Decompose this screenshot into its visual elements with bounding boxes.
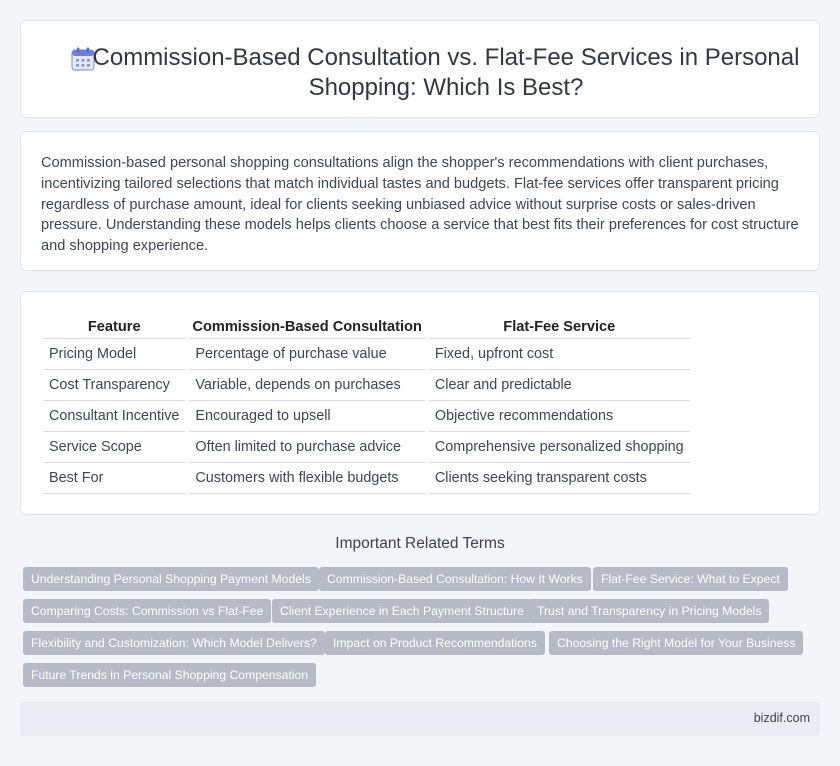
- related-term-tag[interactable]: Commission-Based Consultation: How It Works: [319, 567, 591, 591]
- table-cell: Cost Transparency: [43, 369, 185, 400]
- related-term-tag[interactable]: Flexibility and Customization: Which Model Delivers?: [23, 631, 325, 655]
- table-header-row: [43, 316, 690, 338]
- comparison-card: [20, 291, 820, 515]
- intro-paragraph: Commission-based personal shopping consultations align the shopper's recommendations with client purchases, incentivizing tailored selections that match individual tastes and budgets. Flat-fee services offer transparent pricing regardless of purchase amount, ideal for clients seeking unbiased advice without surprise costs or sales-driven pressure. Understanding these models helps clients choose a service that best fits their preferences for cost structure and shopping experience.: [41, 155, 799, 255]
- table-row: [43, 462, 690, 493]
- related-term-tag[interactable]: Understanding Personal Shopping Payment Models: [23, 567, 319, 591]
- table-cell: Percentage of purchase value: [189, 338, 424, 369]
- table-cell: Pricing Model: [43, 338, 185, 369]
- footer-brand[interactable]: bizdif.com: [753, 711, 810, 725]
- table-row: [43, 338, 690, 369]
- table-cell: Consultant Incentive: [43, 400, 185, 431]
- related-term-tag[interactable]: Choosing the Right Model for Your Business: [549, 631, 803, 655]
- column-header-commission: Commission-Based Consultation: [189, 316, 424, 338]
- table-cell: Variable, depends on purchases: [189, 369, 424, 400]
- intro-card: [20, 131, 820, 271]
- related-term-tag[interactable]: Future Trends in Personal Shopping Compensation: [23, 663, 316, 687]
- table-cell: Clients seeking transparent costs: [429, 462, 690, 493]
- related-term-tag[interactable]: Flat-Fee Service: What to Expect: [593, 567, 788, 591]
- table-cell: Fixed, upfront cost: [429, 338, 690, 369]
- table-cell: Encouraged to upsell: [189, 400, 424, 431]
- table-cell: Best For: [43, 462, 185, 493]
- page-title: Commission-Based Consultation vs. Flat-Fee Services in Personal Shopping: Which Is Best?: [92, 44, 800, 101]
- related-term-tag[interactable]: Trust and Transparency in Pricing Models: [529, 599, 769, 623]
- comparison-table: [43, 316, 690, 494]
- related-terms-title: Important Related Terms: [335, 535, 505, 552]
- table-cell: Customers with flexible budgets: [189, 462, 424, 493]
- related-term-tag[interactable]: Impact on Product Recommendations: [325, 631, 545, 655]
- table-cell: Comprehensive personalized shopping: [429, 431, 690, 462]
- table-row: [43, 369, 690, 400]
- footer: [20, 702, 820, 736]
- table-cell: Often limited to purchase advice: [189, 431, 424, 462]
- related-term-tag[interactable]: Comparing Costs: Commission vs Flat-Fee: [23, 599, 271, 623]
- table-cell: Service Scope: [43, 431, 185, 462]
- table-cell: Objective recommendations: [429, 400, 690, 431]
- header-card: [20, 20, 820, 118]
- table-row: [43, 431, 690, 462]
- column-header-feature: Feature: [43, 316, 185, 338]
- column-header-flat-fee: Flat-Fee Service: [429, 316, 690, 338]
- table-cell: Clear and predictable: [429, 369, 690, 400]
- related-term-tag[interactable]: Client Experience in Each Payment Structure: [272, 599, 532, 623]
- table-row: [43, 400, 690, 431]
